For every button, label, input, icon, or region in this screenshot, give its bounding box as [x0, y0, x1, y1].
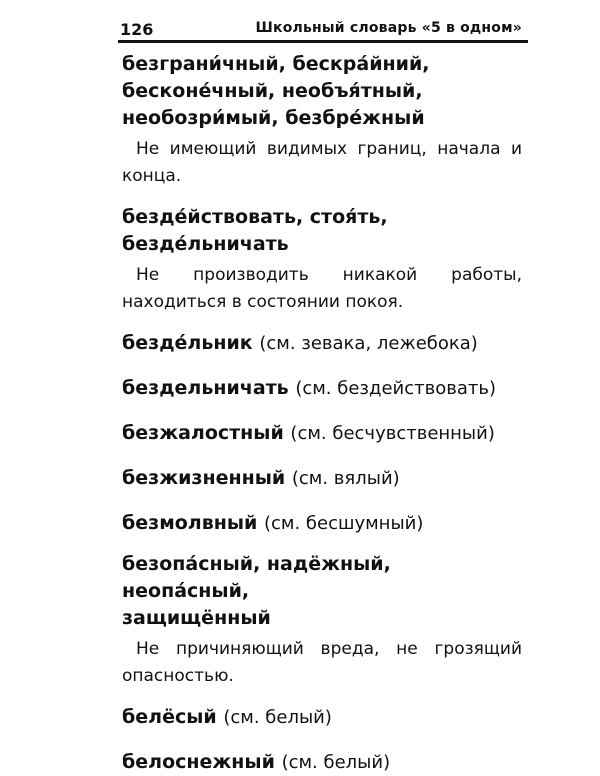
- cross-reference: (см. белый): [223, 707, 332, 728]
- definition: Не причиняющий вреда, не грозящий опасностью.: [122, 639, 522, 686]
- headword-line: безде́йствовать, стоя́ть,: [122, 206, 388, 228]
- headword: безде́льник: [122, 332, 253, 354]
- entry-bezdeystvovat: [122, 204, 522, 316]
- headword-line: бесконе́чный, необъя́тный,: [122, 80, 423, 102]
- definition: Не имеющий видимых границ, начала и конца.: [122, 139, 522, 186]
- entry-belosnezhny: [122, 749, 522, 776]
- entry-bezmolvny: [122, 510, 522, 537]
- headword-line: безде́льничать: [122, 233, 289, 255]
- headword-line: необозри́мый, безбре́жный: [122, 107, 425, 129]
- entry-bezgranichny: [122, 51, 522, 190]
- cross-reference: (см. бесшумный): [263, 513, 424, 534]
- cross-reference: (см. вялый): [291, 468, 400, 489]
- entry-bezzhiznenny: [122, 465, 522, 492]
- entry-bezdelnik: [122, 330, 522, 357]
- page-header: [118, 18, 528, 43]
- headword: бездельничать: [122, 377, 289, 399]
- headword: белёсый: [122, 706, 217, 728]
- headword: безжизненный: [122, 467, 286, 489]
- page-number: 126: [120, 20, 154, 39]
- headword-line: безграни́чный, бескра́йний,: [122, 53, 430, 75]
- headword-line: защищённый: [122, 607, 271, 629]
- running-title: Школьный словарь «5 в одном»: [255, 20, 522, 36]
- definition: Не производить никакой работы, находиться в состоянии покоя.: [122, 265, 522, 312]
- dictionary-content: [122, 51, 522, 776]
- entry-belyosy: [122, 704, 522, 731]
- headword: белоснежный: [122, 751, 275, 773]
- headword: безмолвный: [122, 512, 258, 534]
- cross-reference: (см. зевака, лежебока): [259, 333, 478, 354]
- cross-reference: (см. белый): [281, 752, 391, 773]
- cross-reference: (см. бездействовать): [295, 378, 496, 399]
- cross-reference: (см. бесчувственный): [290, 423, 495, 444]
- entry-bezdelnichat: [122, 375, 522, 402]
- entry-bezzhalostny: [122, 420, 522, 447]
- entry-bezopasny: [122, 551, 522, 690]
- headword: безжалостный: [122, 422, 284, 444]
- headword-line: безопа́сный, надёжный, неопа́сный,: [122, 553, 391, 602]
